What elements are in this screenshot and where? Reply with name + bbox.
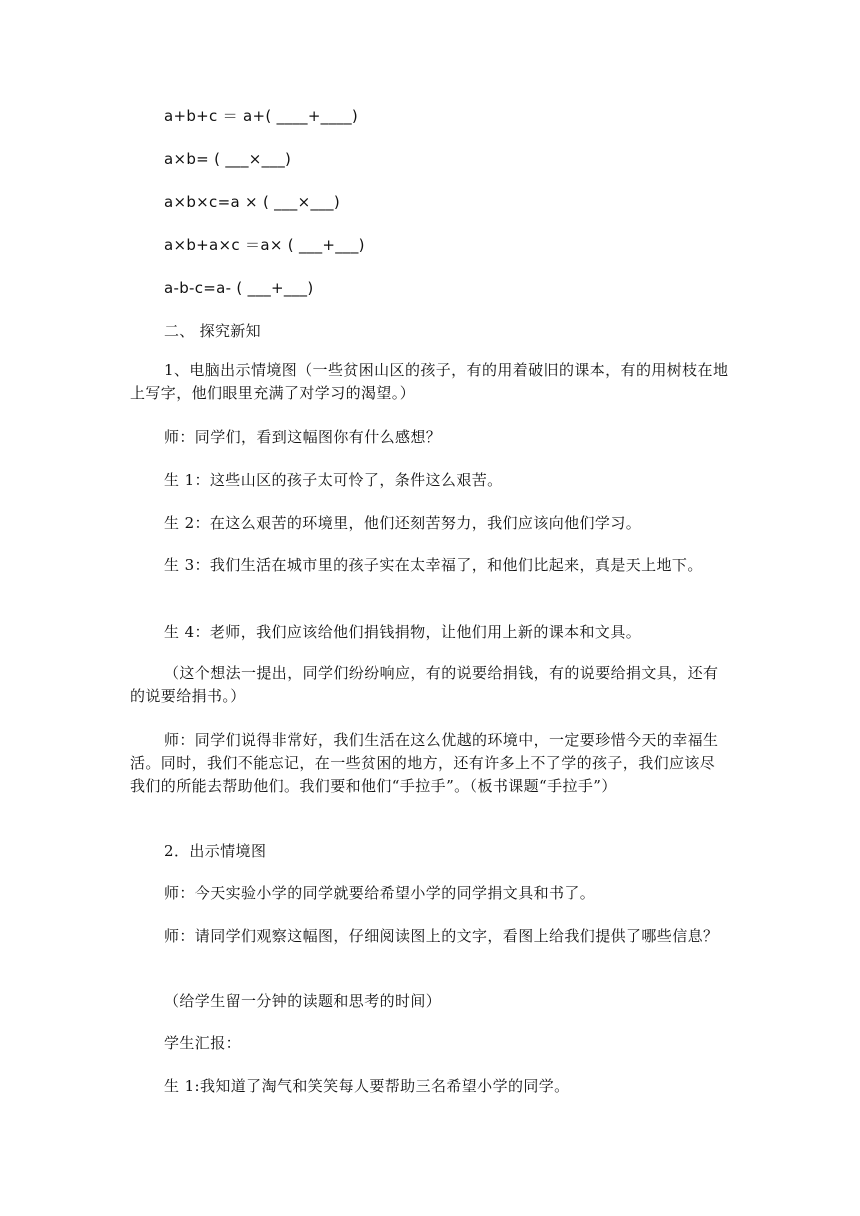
paragraph-4: 生 2：在这么艰苦的环境里，他们还刻苦努力，我们应该向他们学习。 xyxy=(164,514,642,532)
paragraph-3: 生 1：这些山区的孩子太可怜了，条件这么艰苦。 xyxy=(164,471,503,489)
paragraph-10: 师：今天实验小学的同学就要给希望小学的同学捐文具和书了。 xyxy=(164,884,596,902)
formula-3: a×b×c=a × ( ___×___) xyxy=(164,193,341,211)
formula-2: a×b= ( ___×___) xyxy=(164,150,292,168)
section-heading: 二、 探究新知 xyxy=(164,322,261,340)
paragraph-6: 生 4：老师，我们应该给他们捐钱捐物，让他们用上新的课本和文具。 xyxy=(164,623,642,641)
paragraph-11: 师：请同学们观察这幅图，仔细阅读图上的文字，看图上给我们提供了哪些信息？ xyxy=(164,927,719,945)
paragraph-14: 生 1:我知道了淘气和笑笑每人要帮助三名希望小学的同学。 xyxy=(164,1077,570,1095)
paragraph-7: （这个想法一提出，同学们纷纷响应，有的说要给捐钱，有的说要给捐文具，还有的说要给捐书。） xyxy=(130,664,719,705)
paragraph-13: 学生汇报： xyxy=(164,1034,242,1052)
paragraph-12: （给学生留一分钟的读题和思考的时间） xyxy=(164,992,442,1010)
paragraph-9: 2．出示情境图 xyxy=(164,842,267,860)
paragraph-5: 生 3：我们生活在城市里的孩子实在太幸福了，和他们比起来，真是天上地下。 xyxy=(164,556,703,574)
formula-1: a+b+c ＝ a+( ____+____) xyxy=(164,107,359,125)
paragraph-2: 师：同学们，看到这幅图你有什么感想？ xyxy=(164,428,442,446)
formula-5: a-b-c=a- ( ___+___) xyxy=(164,279,314,297)
paragraph-1: 1、电脑出示情境图（一些贫困山区的孩子，有的用着破旧的课本，有的用树枝在地上写字，他们眼里充满了对学习的渴望。） xyxy=(130,361,729,402)
formula-4: a×b+a×c ＝a× ( ___+___) xyxy=(164,236,365,254)
paragraph-8: 师：同学们说得非常好，我们生活在这么优越的环境中，一定要珍惜今天的幸福生活。同时，我们不能忘记，在一些贫困的地方，还有许多上不了学的孩子，我们应该尽我们的所能去帮助他们。我们要和他们“手拉手”。（板书课题“手拉手”） xyxy=(130,731,719,795)
